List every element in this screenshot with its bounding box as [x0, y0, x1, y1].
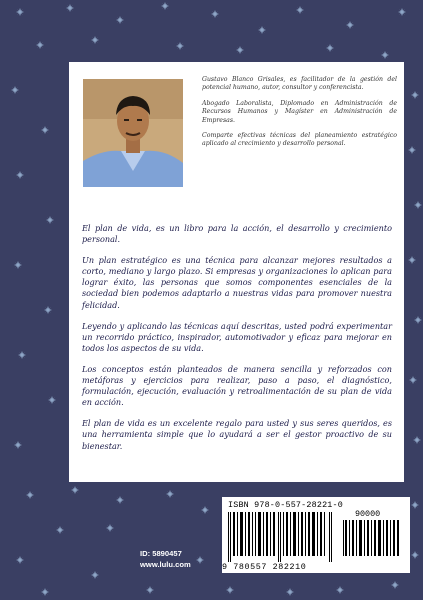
- description-paragraph: El plan de vida, es un libro para la acción, el desarrollo y crecimiento personal.: [82, 223, 392, 245]
- publisher-url: www.lulu.com: [140, 560, 191, 569]
- author-photo: [83, 79, 183, 187]
- supplement-barcode-icon: [343, 520, 400, 556]
- bio-paragraph: Comparte efectivas técnicas del planeamiento estratégico aplicado al crecimiento y desarrollo personal.: [202, 132, 397, 148]
- barcode-digits: 9 780557 282210: [222, 562, 307, 572]
- bio-paragraph: Gustavo Blanco Grisales, es facilitador de la gestión del potencial humano, autor, consultor y conferencista.: [202, 76, 397, 92]
- isbn-text: ISBN 978-0-557-28221-0: [228, 500, 343, 510]
- publisher-info: [140, 548, 191, 570]
- book-description: [82, 223, 392, 462]
- author-bio: [202, 76, 397, 156]
- barcode-icon: [228, 512, 332, 562]
- description-paragraph: Los conceptos están planteados de manera sencilla y reforzados con metáforas y ejercicios para realizar, paso a paso, el diagnóstico, formulación, ejecución, evaluación y retroalimentación de su plan de vida en acción.: [82, 363, 392, 408]
- description-paragraph: El plan de vida es un excelente regalo para usted y sus seres queridos, es una herramienta simple que lo ayudará a ser el gestor proactivo de su bienestar.: [82, 418, 392, 451]
- bio-paragraph: Abogado Laboralista, Diplomado en Administración de Recursos Humanos y Magíster en Administración de Empresas.: [202, 99, 397, 124]
- description-paragraph: Leyendo y aplicando las técnicas aquí descritas, usted podrá experimentar un recorrido práctico, inspirador, automotivador y eficaz para mejorar en todos los aspectos de su vida.: [82, 320, 392, 353]
- barcode-supplement-number: 90000: [355, 509, 381, 519]
- description-paragraph: Un plan estratégico es una técnica para alcanzar mejores resultados a corto, mediano y largo plazo. Si empresas y organizaciones lo aplican para lograr éxito, las personas que somos componentes esenciales de la sociedad bien podemos adaptarlo a nuestras vidas para promover nuestra felicidad.: [82, 255, 392, 310]
- publisher-id: ID: 5890457: [140, 549, 182, 558]
